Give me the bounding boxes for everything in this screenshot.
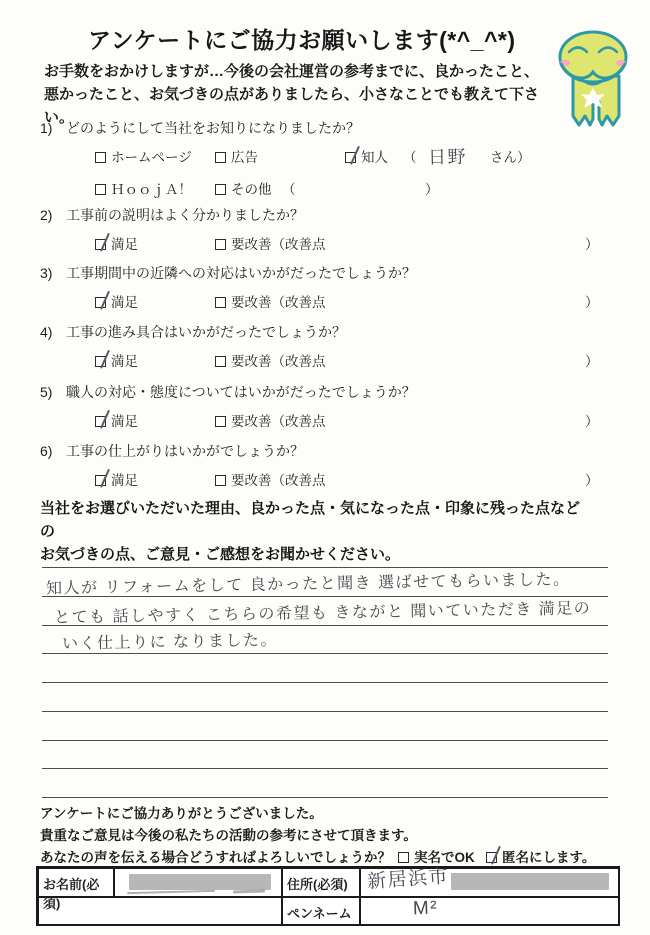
question-6-text: 6) 工事の仕上がりはいかがでしょうか？: [40, 443, 304, 459]
option-improve: 要改善（改善点: [215, 350, 326, 370]
question-2-text: 2) 工事前の説明はよく分かりましたか？: [40, 207, 304, 223]
handwritten-comment-line-1: 知人が リフォームをして 良かったと聞き 選ばせてもらいました。: [45, 571, 571, 598]
address-label-cell: 住所(必須): [282, 868, 360, 897]
option-hooja: ＨｏｏｊＡ！: [95, 178, 192, 198]
improve-paren-close: ）: [585, 354, 599, 369]
handwritten-friend-name: 日野: [427, 146, 468, 168]
checkbox-satisfied[interactable]: [95, 297, 106, 308]
checkbox-improve[interactable]: [215, 239, 226, 250]
contact-table: [36, 866, 620, 926]
address-redaction: [451, 873, 609, 890]
checkbox-satisfied[interactable]: [95, 475, 106, 486]
question-number: 1): [40, 120, 53, 136]
question-3: [40, 263, 620, 315]
footer-thanks: アンケートにご協力ありがとうございました。: [40, 806, 323, 821]
question-1-options-row-1: [40, 146, 620, 170]
option-anonymous: 匿名にします。: [486, 846, 595, 866]
option-improve: 要改善（改善点: [215, 469, 326, 489]
intro-line-2: 悪かったこと、お気づきの点がありましたら、小さなことでも教えて下さい。: [44, 86, 540, 126]
improve-paren-close: ）: [585, 295, 599, 310]
handwritten-address: 新居浜市: [366, 866, 450, 893]
option-homepage: ホームページ: [95, 146, 192, 166]
question-5-text: 5) 職人の対応・態度についてはいかがだったでしょうか？: [40, 384, 416, 400]
checkbox-improve[interactable]: [215, 297, 226, 308]
name-row-2-empty-cell[interactable]: [38, 897, 282, 926]
option-improve: 要改善（改善点: [215, 291, 326, 311]
improve-paren-close: ）: [585, 414, 599, 429]
option-satisfied: 満足: [95, 291, 138, 311]
option-other: その他: [215, 178, 272, 198]
question-2: [40, 205, 620, 257]
other-paren-close: ）: [425, 182, 439, 197]
question-1-options-row-2: [40, 178, 620, 202]
footer-note: 貴重なご意見は今後の私たちの活動の参考にさせて頂きます。: [40, 828, 417, 843]
checkbox-improve[interactable]: [215, 356, 226, 367]
comment-ruled-line: [42, 682, 608, 683]
question-1: [40, 118, 620, 202]
comment-prompt-line-1: 当社をお選びいただいた理由、良かった点・気になった点・印象に残った点などの: [40, 500, 581, 540]
checkbox-anonymous[interactable]: [486, 852, 497, 863]
checkbox-other[interactable]: [215, 184, 226, 195]
question-4: [40, 322, 620, 374]
name-value-cell[interactable]: [114, 868, 282, 897]
question-6: [40, 441, 620, 493]
pen-stroke-hint: [127, 890, 215, 894]
checkbox-homepage[interactable]: [95, 152, 106, 163]
option-satisfied: 満足: [95, 410, 138, 430]
comment-prompt-line-2: お気づきの点、ご意見・ご感想をお聞かせください。: [40, 546, 401, 563]
name-redaction: [129, 874, 271, 890]
penname-value-cell[interactable]: [360, 897, 620, 926]
question-4-text: 4) 工事の進み具合はいかがだったでしょうか？: [40, 324, 346, 340]
handwritten-penname: M²: [412, 897, 439, 920]
checkbox-satisfied[interactable]: [95, 416, 106, 427]
checkbox-improve[interactable]: [215, 416, 226, 427]
option-realname: 実名でOK: [398, 846, 475, 866]
option-satisfied: 満足: [95, 233, 138, 253]
address-value-cell[interactable]: [360, 868, 620, 897]
friend-paren-close: さん）: [490, 150, 531, 165]
comment-ruled-line: [42, 797, 608, 798]
comment-ruled-line: [42, 711, 608, 712]
option-satisfied: 満足: [95, 469, 138, 489]
name-label-cell: お名前(必須): [38, 868, 114, 897]
improve-paren-close: ）: [585, 237, 599, 252]
penname-label-cell: ペンネーム: [282, 897, 360, 926]
page-title: アンケートにご協力お願いします(*^_^*): [88, 27, 516, 53]
checkbox-improve[interactable]: [215, 475, 226, 486]
pen-stroke-hint: [233, 889, 265, 893]
question-3-text: 3) 工事期間中の近隣への対応はいかがだったでしょうか？: [40, 265, 416, 281]
option-satisfied: 満足: [95, 350, 138, 370]
checkbox-friend[interactable]: [345, 152, 356, 163]
friend-paren-open: （: [403, 150, 417, 165]
option-improve: 要改善（改善点: [215, 233, 326, 253]
question-1-text: 1) どのようにして当社をお知りになりましたか？: [40, 120, 360, 136]
checkbox-realname[interactable]: [398, 852, 409, 863]
checkbox-hooja[interactable]: [95, 184, 106, 195]
footer-question: あなたの声を伝える場合どうすればよろしいでしょうか？: [40, 850, 391, 865]
option-improve: 要改善（改善点: [215, 410, 326, 430]
handwritten-comment-line-3: いく仕上りに なりました。: [61, 632, 279, 653]
comment-prompt: [40, 497, 588, 566]
option-friend: 知人: [345, 146, 388, 166]
comment-ruled-line: [42, 740, 608, 741]
handwritten-comment-line-2: とても 話しやすく こちらの希望も きながと 聞いていただき 満足の: [53, 600, 592, 627]
question-5: [40, 382, 620, 434]
checkbox-ad[interactable]: [215, 152, 226, 163]
checkbox-satisfied[interactable]: [95, 356, 106, 367]
intro-line-1: お手数をおかけしますが…今後の会社運営の参考までに、良かったこと、: [44, 63, 540, 80]
other-paren-open: （: [282, 182, 296, 197]
improve-paren-close: ）: [585, 473, 599, 488]
comment-ruled-line: [42, 768, 608, 769]
option-ad: 広告: [215, 146, 258, 166]
checkbox-satisfied[interactable]: [95, 239, 106, 250]
comment-ruled-line: [42, 653, 608, 654]
